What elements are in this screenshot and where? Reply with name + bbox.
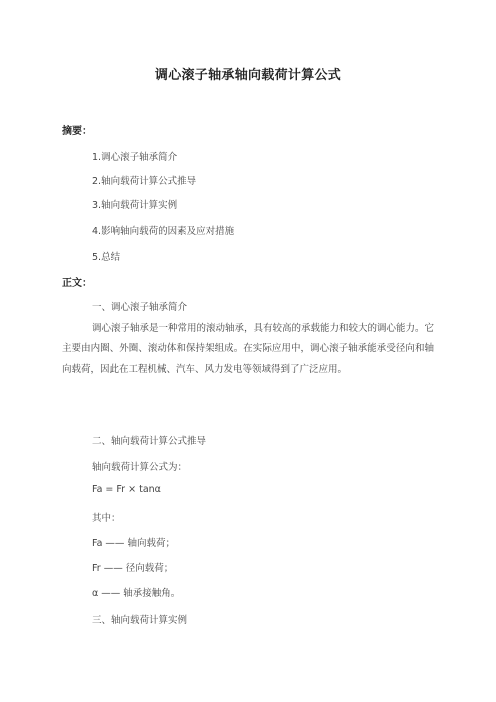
formula-intro: 轴向载荷计算公式为： [92, 462, 188, 473]
abstract-item: 4.影响轴向载荷的因素及应对措施 [92, 226, 235, 237]
abstract-item: 2.轴向载荷计算公式推导 [92, 176, 197, 187]
definition-item: α —— 轴承接触角。 [92, 588, 181, 599]
section-title: 一、调心滚子轴承简介 [92, 302, 188, 313]
abstract-item: 3.轴向载荷计算实例 [92, 200, 178, 211]
body-heading: 正文： [62, 278, 92, 289]
document-title: 调心滚子轴承轴向载荷计算公式 [154, 68, 342, 83]
abstract-item: 1.调心滚子轴承简介 [92, 152, 178, 163]
section-paragraph: 调心滚子轴承是一种常用的滚动轴承，具有较高的承载能力和较大的调心能力。它主要由内圈、外圈、滚动体和保持架组成。在实际应用中，调心滚子轴承能承受径向和轴向载荷，因此在工程机械、汽车、风力发电等领域得到了广泛应用。 [62, 323, 435, 375]
abstract-item: 5.总结 [92, 252, 121, 263]
definition-item: Fa —— 轴向载荷； [92, 538, 175, 549]
abstract-heading: 摘要： [62, 126, 92, 137]
formula: Fa = Fr × tanα [92, 484, 161, 495]
section-title: 二、轴向载荷计算公式推导 [92, 436, 207, 447]
where-label: 其中： [92, 513, 121, 524]
definition-item: Fr —— 径向载荷； [92, 563, 174, 574]
section-title: 三、轴向载荷计算实例 [92, 615, 188, 626]
